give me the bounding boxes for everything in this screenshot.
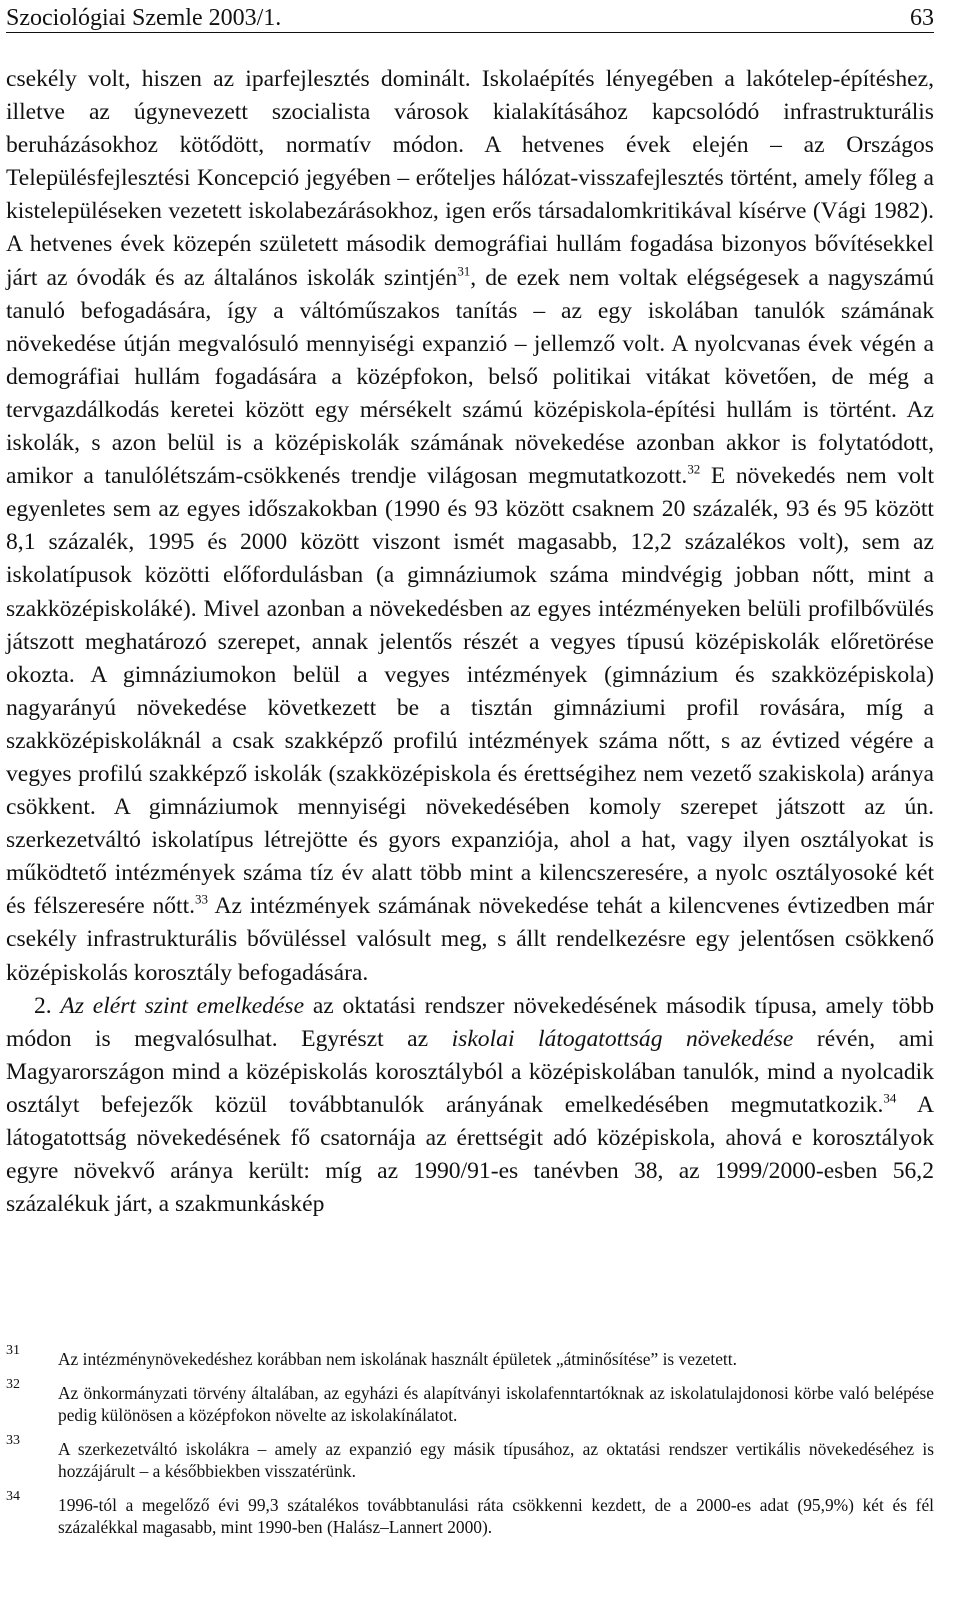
main-text [6, 63, 934, 1221]
paragraph-2-part-b: révén, ami Magyarországon mind a középiskolás korosztályból a középiskolában tanulók, mind a nyolcadik osztályt befejezők közül továbbtanulók arányának emelkedésében megmutatkozik. [6, 1025, 934, 1118]
footnote-text: Az önkormányzati törvény általában, az egyházi és alapítványi iskolafenntartóknak az iskolatulajdonosi körbe való belépése pedig különösen a középfokon növelte az iskolakínálatot. [58, 1383, 934, 1425]
paragraph-2-part-c: A látogatottság növekedésének fő csatornája az érettségit adó középiskola, ahová e korosztályok egyre növekvő aránya került: míg az 1990/91-es tanévben 38, az 1999/2000-esben 56,2 százalékuk járt, a szakmunkáskép [6, 1091, 934, 1218]
footnote-text: Az intézménynövekedéshez korábban nem iskolának használt épületek „átminősítése” is vezetett. [58, 1349, 737, 1369]
footnote-number: 33 [6, 1433, 20, 1448]
paragraph-1-part-b: , de ezek nem voltak elégségesek a nagyszámú tanuló befogadására, így a váltóműszakos tanítás – az egy iskolában tanulók számának növekedése útján megvalósuló mennyiségi expanzió – jellemző volt. A nyolcvanas évek végén a demográfiai hullám fogadására a középfokon, belső politikai vitákat követően, de még a tervgazdálkodás keretei között egy mérsékelt számú középiskola-építési hullám is történt. Az iskolák, s azon belül is a középiskolák számának növekedése azonban akkor is folytatódott, amikor a tanulólétszám-csökkenés trendje világosan megmutatkozott. [6, 264, 935, 490]
footnotes [6, 1343, 934, 1550]
paragraph-2-italic-term: iskolai látogatottság növekedése [451, 1025, 794, 1052]
paragraph-1-part-c: E növekedés nem volt egyenletes sem az egyes időszakokban (1990 és 93 között csaknem 20 százalék, 93 és 95 között 8,1 százalék, 1995 és 2000 között viszont ismét magasabb, 12,2 százalékos volt), sem az iskolatípusok közötti előfordulásban (a gimnáziumok száma mindvégig jobban nőtt, mint a szakközépiskoláké). Mivel azonban a növekedésben az egyes intézményeken belüli profilbővülés játszott meghatározó szerepet, annak jelentős részét a vegyes típusú középiskolák előretörése okozta. A gimnáziumokon belül a vegyes intézmények (gimnázium és szakközépiskola) nagyarányú növekedése következett be a tisztán gimnáziumi profil rovására, míg a szakközépiskoláknál a csak szakképző profilú intézmények száma nőtt, s az évtized végére a vegyes profilú szakképző iskolák (szakközépiskola és érettségihez nem vezető szakiskola) aránya csökkent. A gimnáziumok mennyiségi növekedésében komoly szerepet játszott az ún. szerkezetváltó iskolatípus létrejötte és gyors expanziója, ahol a hat, vagy ilyen osztályokat is működtető intézmények száma tíz év alatt több mint a kilencszeresére, a nyolc osztályosoké két és félszeresére nőtt. [6, 463, 934, 920]
footnote-ref-33: 33 [195, 891, 209, 907]
footnote-33 [6, 1433, 934, 1482]
footnote-ref-32: 32 [687, 461, 701, 477]
footnote-ref-34: 34 [883, 1090, 897, 1106]
journal-title: Szociológiai Szemle 2003/1. [6, 5, 282, 31]
paragraph-2-part-a: az oktatási rendszer növekedésének második típusa, amely több módon is megvalósulhat. Egyrészt az [6, 992, 934, 1052]
footnote-31 [6, 1343, 934, 1370]
paragraph-1-part-d: Az intézmények számának növekedése tehát a kilencvenes évtizedben már csekély infrastrukturális bővüléssel valósult meg, s állt rendelkezésre egy jelentősen csökkenő középiskolás korosztály befogadására. [6, 893, 934, 986]
page-number: 63 [910, 5, 934, 31]
footnote-ref-31: 31 [457, 262, 471, 278]
footnote-text: A szerkezetváltó iskolákra – amely az expanzió egy másik típusához, az oktatási rendszer vertikális növekedéséhez is hozzájárult – a későbbiekben visszatérünk. [58, 1439, 934, 1481]
paragraph-1 [6, 63, 934, 990]
paragraph-2-title: Az elért szint emelkedése [60, 992, 305, 1019]
paragraph-1-part-a: csekély volt, hiszen az iparfejlesztés dominált. Iskolaépítés lényegében a lakótelep-építéshez, illetve az úgynevezett szocialista városok kialakításához kapcsolódó infrastrukturális beruházásokhoz kötődött, normatív módon. A hetvenes évek elején – az Országos Településfejlesztési Koncepció jegyében – erőteljes hálózat-visszafejlesztés történt, amely főleg a kistelepüléseken vezetett iskolabezárásokhoz, igen erős társadalomkritikával kísérve (Vági 1982). A hetvenes évek közepén született második demográfiai hullám fogadása bizonyos bővítésekkel járt az óvodák és az általános iskolák szintjén [6, 66, 934, 291]
footnote-text: 1996-tól a megelőző évi 99,3 szátalékos továbbtanulási ráta csökkenni kezdett, de a 2000-es adat (95,9%) két és fél százalékkal magasabb, mint 1990-ben (Halász–Lannert 2000). [58, 1495, 934, 1537]
running-header [6, 0, 934, 33]
footnote-number: 31 [6, 1343, 20, 1358]
footnote-32 [6, 1377, 934, 1426]
document-page [6, 0, 935, 1537]
paragraph-2-number: 2. [34, 992, 52, 1019]
paragraph-2 [6, 990, 934, 1222]
footnote-number: 32 [6, 1377, 20, 1392]
footnote-number: 34 [6, 1489, 20, 1504]
footnote-34 [6, 1489, 934, 1538]
